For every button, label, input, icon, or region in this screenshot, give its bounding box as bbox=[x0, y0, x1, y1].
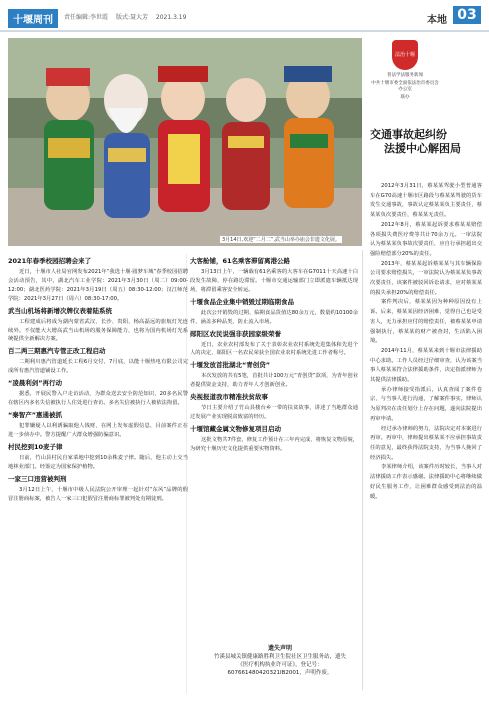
news-headline: 武当山机场将新增次牌仪表着陆系统 bbox=[8, 306, 112, 315]
news-body: 节日主要介绍了竹山县楼台乡一带的扶贫故事，讲述了当地群众通过发展产业实现脱贫致富的经历。 bbox=[190, 405, 358, 421]
news-headline: 一家三口违营被判刑 bbox=[8, 474, 67, 483]
issue-date: 2021.3.19 bbox=[155, 14, 187, 21]
feature-paragraph: 案件判决后，蔡某某因为种种原因没有上诉。后来，蔡某某因经济困难，觉得自己也是受害人，无力承担应付的赔偿责任，被蔡某某申请强制执行，蔡某某的财产被查封，生活陷入困境。 bbox=[370, 299, 482, 345]
news-body: 此次公开销毁的过期、临期食品货值达80余万元，数量约10100余件，涵盖多种品类，防止流入市场。 bbox=[190, 309, 358, 325]
news-headline: 百二两三期惠汽专管正改工程启动 bbox=[8, 347, 106, 356]
news-body: 本次发放的共有5笔，首批共计100万元“青创贷”款项，为青年创业者提供资金支持，助力青年人才创新创业。 bbox=[190, 373, 358, 389]
news-body: 近日，农业农村部发布了关于表彰农业农村系统先进集体和先进个人的决定，郧阳区一名农民荣获全国农业农村系统先进工作者称号。 bbox=[190, 341, 358, 357]
news-headline: 村民挖到10麦子律 bbox=[8, 442, 63, 451]
shield-icon: 法治十堰 bbox=[392, 40, 418, 70]
logo-subtitle: 普法学法服务新闻 bbox=[387, 73, 423, 78]
news-headline: 央视报道我市精准扶贫故事 bbox=[190, 393, 268, 402]
news-headline: “凌晨利剑”再行动 bbox=[8, 379, 63, 388]
news-headline: 2021年春季校园招聘会来了 bbox=[8, 257, 92, 265]
news-body: 二期利川惠汽管道延长工程6月交付，7月底，以能十堰热电有限公司完成所有惠汽管道铺设工作。 bbox=[8, 359, 188, 375]
news-body: 这批文物共7件套，修复工作预计在三年内完成，将恢复文物原貌，为研究十堰历史文化提供重要实物资料。 bbox=[190, 436, 358, 452]
feature-paragraph: 2014年11月，蔡某某来到十堰市法律援助中心求助。工作人员经过仔细审查，认为该案当事人蔡某某符合法律援助条件，决定指派律师为其提供法律援助。 bbox=[370, 347, 482, 384]
feature-title bbox=[370, 128, 480, 156]
news-photo bbox=[8, 38, 362, 246]
news-column-left bbox=[8, 254, 188, 503]
logo-org: 中共十堰市委全面依法治市委员会办公室 bbox=[371, 81, 439, 92]
photo-illustration bbox=[8, 38, 362, 246]
legal-logo bbox=[370, 40, 440, 100]
feature-paragraph: 经过承办律师的努力，法院决定对本案进行再审。再审中，律师提出蔡某某不应承担事故责任的意见，最终获得法院支持，为当事人挽回了经济损失。 bbox=[370, 425, 482, 461]
page-number: 03 bbox=[453, 6, 481, 24]
feature-paragraph: 2012年8月，蔡某某起诉要求蔡某某赔偿各项损失费医疗费等共计70余万元。一审法院认为蔡某某负事故次要责任，应自行承担超出交强险赔偿部分20%的责任。 bbox=[370, 221, 482, 257]
news-headline: “秦智产”惠通被抓 bbox=[8, 410, 63, 419]
news-body: 据悉，开展民警入户走访活动，为群众送去安全防范知识，20多名民警在辖区内多名失信被执行人住处进行查访。多名失信被执行人被依法拘留。 bbox=[8, 391, 188, 407]
page-meta bbox=[64, 12, 192, 21]
loss-notice bbox=[210, 645, 350, 677]
news-headline: 十堰馆藏金属文物修复项目启动 bbox=[190, 424, 281, 433]
news-headline: 郧阳区农民说强非获园家级荣誉 bbox=[190, 329, 281, 338]
news-headline: 十堰食品企业集中销毁过期临期食品 bbox=[190, 297, 294, 306]
news-column-middle bbox=[190, 254, 358, 454]
news-body: 工程建成后将成为湖内蒙省武汉、长沙、贵阳、杨高磊远的旅航灯光连续外。不仅能大大增高武当山机场的服务保障能力，也将为国内机场灯光系统提供全新解决方案。 bbox=[8, 318, 188, 343]
section-label: 本地 bbox=[427, 15, 447, 26]
logo-joint: 联办 bbox=[400, 95, 410, 100]
designer: 版式:聂大芳 bbox=[115, 14, 148, 21]
page-header bbox=[0, 0, 489, 32]
news-body: 日前，竹山县村民自家菜地中挖到10余株麦子律。随后，他主动上交当地林业部门。经鉴定为国家保护植物。 bbox=[8, 454, 188, 470]
feature-paragraph: 李某律师介绍，该案件历时较长，当事人对法律援助工作表示感谢。法律援助中心将继续做好民生服务工作，让困难群众感受到法治的温暖。 bbox=[370, 464, 482, 500]
feature-title-line1: 交通事故起纠纷 bbox=[370, 128, 447, 141]
notice-text: 竹溪县城关镇健康路胜利卫生院社区卫生服务站，遗失《医疗机构执业许可证》，登记号：607661480420321IB2001，声明作废。 bbox=[213, 654, 346, 676]
masthead: 十堰周刊 bbox=[8, 9, 58, 28]
news-body: 3月12日上午，十堰市中级人民法院公开审理一起针对“东风”品牌的假冒注册商标案，被告人一家三口犯假冒注册商标罪被判处有期徒刑。 bbox=[8, 486, 188, 502]
photo-caption: 3月14日,欢迎“二月二”,武当山举办庙会非遗文化展。 bbox=[222, 237, 340, 243]
feature-paragraph: 2013年，蔡某某起诉蔡某某与其车辆保险公司要求赔偿损失，一审法院认为蔡某某负事故次要责任，该案件被驳回诉讼请求，应对蔡某某的损失承担20%的赔偿责任。 bbox=[370, 260, 482, 296]
feature-article-body bbox=[370, 182, 482, 502]
news-body: 近日，十堰市人社局官网发布2021年“我选十堰·圆梦车城”春季校园招聘会活动预告，其中，湖北汽车工业学院：2021年3月30日（周二）09:00-12:00；湖北医药学院：2021年3月19日（周五）08:30-12:00；汉江师范学院：2021年3月27日（周六）08:30-17:00。 bbox=[8, 269, 188, 302]
news-body: 3月13日上午，一辆载有61名乘客的大客车在G7011十天高速十白段发生故障，停在路边滞留。十堰市交通运输部门立即派遣车辆抵达现场，将滞留乘客安全转运。 bbox=[190, 269, 358, 293]
editor: 责任编辑:李世霞 bbox=[64, 14, 109, 21]
news-headline: 大客舱铺，61名乘客滞留离港公路 bbox=[190, 257, 291, 265]
column-divider bbox=[362, 250, 363, 690]
news-headline: 十堰发放首批湖北“青创贷” bbox=[190, 361, 271, 370]
feature-paragraph: 承办律师接受指派后，认真查阅了案件卷宗，与当事人进行沟通，了解案件事实。律师认为原判决在责任划分上存在问题，遂向法院提出再审申请。 bbox=[370, 386, 482, 422]
news-body: 犯罪嫌疑人以利诱骗取他人钱财，在网上发布虚假信息，目前案件正在进一步侦办中。警方提醒广大群众增强防骗意识。 bbox=[8, 422, 188, 438]
feature-paragraph: 2012年3月31日，蔡某某驾驶小型普通客车在G70高速十堰市区路段与蔡某某驾驶的货车发生交通事故，事故认定蔡某某负主要责任，蔡某某负次要责任，蔡某某无责任。 bbox=[370, 183, 482, 219]
feature-title-line2: 法援中心解困局 bbox=[384, 142, 461, 155]
notice-title: 遗失声明 bbox=[267, 645, 292, 652]
